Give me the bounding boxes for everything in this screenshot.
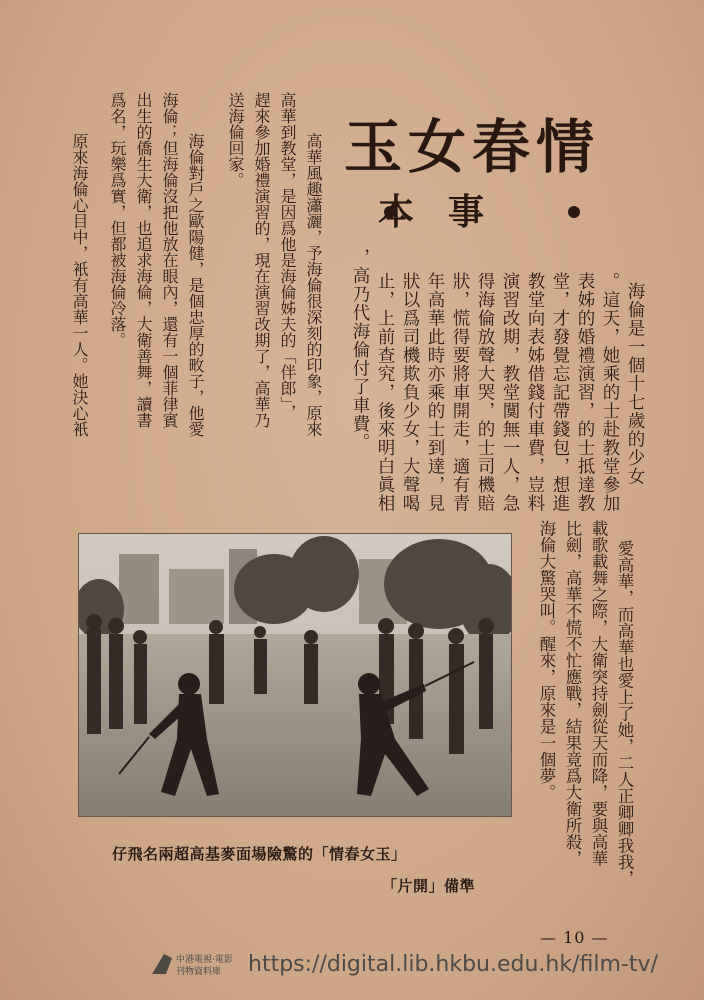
archive-url-link[interactable]: https://digital.lib.hkbu.edu.hk/film-tv/ [248,951,658,977]
photo-caption-line1: 仔飛名兩超高基麥面場險驚的「情春女玉」 [112,845,407,863]
text-column: ，高乃代海倫付了車費。 [350,248,370,452]
archive-watermark [150,944,658,984]
text-column: 海倫對戶之歐陽健，是個忠厚的畋子，他愛 [186,133,205,437]
text-column: 海倫大驚哭叫。醒來，原來是一個夢。 [537,520,556,801]
film-still-photo [78,533,512,817]
text-column: 堂，才發覺忘記帶錢包，想進 [550,272,570,513]
text-column: 狀以爲司機欺負少女，大聲喝 [400,272,420,513]
text-column: 載歌載舞之際，大衛突持劍從天而降，要與高華 [589,520,608,867]
text-column: 演習改期，教堂闃無一人，急 [500,272,520,513]
film-still-image [79,534,511,816]
article-subtitle: 本事 [378,191,519,233]
article-title: 玉女春情 [344,113,601,181]
archive-logo-icon [150,948,240,980]
text-column: 高華風趣瀟灑，予海倫很深刻的印象，原來 [304,133,323,437]
text-column: 趕來參加婚禮演習的，現在演習改期了，高華乃 [252,92,271,428]
photo-caption-line2: 「片開」備準 [382,877,476,895]
text-column: 止，上前查究，後來明白眞相 [375,272,395,513]
text-column: 得海倫放聲大哭，的士司機賠 [475,272,495,513]
text-column: 送海倫回家。 [226,92,245,188]
text-column: 出生的僑生大衛，也追求海倫，大衛善舞，讀書 [134,92,153,428]
subtitle-dot-right [568,206,580,218]
text-column: 教堂向表姊借錢付車費，豈料 [525,272,545,513]
text-column: 海倫；但海倫沒把他放在眼內，還有一個菲律賓 [160,92,179,428]
text-column: 狀，慌得要將車開走，適有青 [450,272,470,513]
text-column: 原來海倫心目中，衹有高華一人。她決心衹 [70,133,89,437]
svg-text:刊物資料庫: 刊物資料庫 [176,967,222,977]
text-column: 愛高華，而高華也愛上了她，二人正卿卿我我， [615,540,634,887]
text-column: 。這天，她乘的士赴教堂參加 [600,272,620,513]
text-column: 比劍，高華不慌不忙應戰，結果竟爲大衛所殺， [563,520,582,867]
svg-text:中港電視·電影: 中港電視·電影 [176,955,233,965]
text-column: 海倫是一個十七歲的少女 [625,282,645,486]
text-column: 爲名，玩樂爲實，但都被海倫冷落。 [108,92,127,348]
page-number: — 10 — [540,928,609,947]
text-column: 年高華此時亦乘的士到達，見 [425,272,445,513]
text-column: 表姊的婚禮演習，的士抵達教 [575,272,595,513]
text-column: 高華到教堂，是因爲他是海倫姊夫的「伴郎」， [278,92,297,420]
